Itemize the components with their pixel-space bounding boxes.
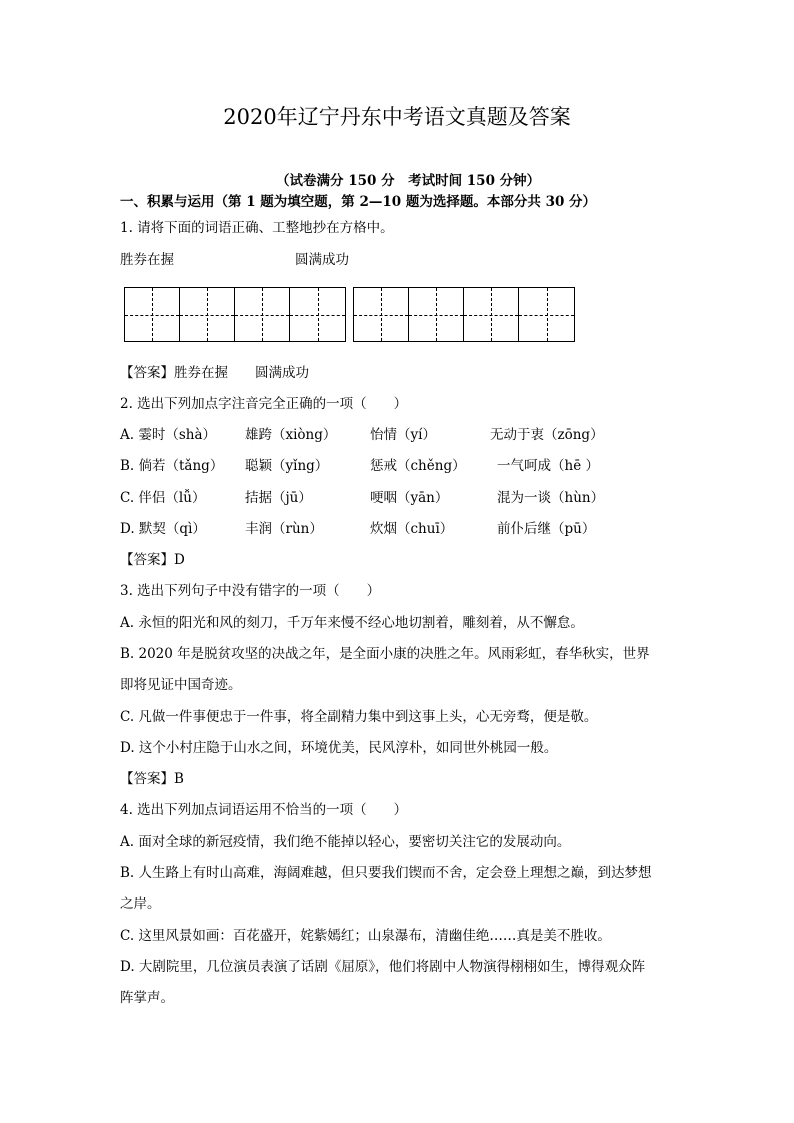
- writing-grid-1: [124, 287, 346, 342]
- answer-label: 【答案】: [120, 365, 174, 381]
- q3-answer: 【答案】B: [120, 771, 184, 787]
- q4-option-d-cont: 阵掌声。: [120, 990, 174, 1006]
- q2-option-c-4: 混为一谈（hùn）: [497, 490, 605, 506]
- question-3-stem: 3. 选出下列句子中没有错字的一项（ ）: [120, 583, 381, 599]
- q1-answer: [120, 364, 309, 382]
- q3-option-b-cont: 即将见证中国奇迹。: [120, 677, 242, 693]
- grid-cell: [180, 288, 235, 341]
- answer-text: 胜券在握 圆满成功: [174, 365, 309, 381]
- grid-cell: [409, 288, 464, 341]
- section-heading: 一、积累与运用（第 1 题为填空题，第 2—10 题为选择题。本部分共 30 分）: [120, 194, 597, 210]
- q2-option-c: C. 伴侣（lǚ）: [120, 490, 206, 506]
- q3-option-a: A. 永恒的阳光和风的刻刀，千万年来慢不经心地切割着，雕刻着，从不懈怠。: [120, 615, 584, 631]
- q2-option-a-4: 无动于衷（zōng）: [490, 427, 604, 443]
- grid-cell: [125, 288, 180, 341]
- exam-info: （试卷满分 150 分 考试时间 150 分钟）: [276, 173, 541, 189]
- q2-option-d-3: 炊烟（chuī）: [370, 521, 454, 537]
- q4-option-a: A. 面对全球的新冠疫情，我们绝不能掉以轻心，要密切关注它的发展动向。: [120, 834, 571, 850]
- page-title: 2020年辽宁丹东中考语文真题及答案: [223, 105, 571, 129]
- q1-word-1: 胜券在握: [120, 252, 174, 268]
- q4-option-c: C. 这里风景如画：百花盛开，姹紫嫣红；山泉瀑布，清幽佳绝……真是美不胜收。: [120, 928, 611, 944]
- q2-option-b-2: 聪颖（yǐng）: [245, 458, 329, 474]
- q2-option-d-2: 丰润（rùn）: [245, 521, 323, 537]
- question-1-stem: 1. 请将下面的词语正确、工整地抄在方格中。: [120, 220, 394, 236]
- grid-cell: [290, 288, 345, 341]
- q4-option-d: D. 大剧院里，几位演员表演了话剧《屈原》，他们将剧中人物演得栩栩如生，博得观众阵: [120, 959, 646, 975]
- q2-option-c-3: 哽咽（yān）: [370, 490, 449, 506]
- grid-cell: [354, 288, 409, 341]
- q3-option-c: C. 凡做一件事便忠于一件事，将全副精力集中到这事上头，心无旁骛，便是敬。: [120, 709, 598, 725]
- q4-option-b-cont: 之岸。: [120, 896, 161, 912]
- grid-cell: [464, 288, 519, 341]
- q2-option-d: D. 默契（qì）: [120, 521, 206, 537]
- q2-option-a-3: 怡情（yí）: [370, 427, 436, 443]
- q2-answer: 【答案】D: [120, 552, 185, 568]
- q2-option-a: A. 霎时（shà）: [120, 427, 217, 443]
- grid-cell: [519, 288, 574, 341]
- q4-option-b: B. 人生路上有时山高难，海阔难越，但只要我们锲而不舍，定会登上理想之巅，到达梦想: [120, 865, 652, 881]
- writing-grid-2: [353, 287, 575, 342]
- grid-cell: [235, 288, 290, 341]
- q2-option-d-4: 前仆后继（pū）: [497, 521, 596, 537]
- q2-option-a-2: 雄跨（xiòng）: [245, 427, 337, 443]
- q2-option-c-2: 拮据（jū）: [245, 490, 312, 506]
- q3-option-d: D. 这个小村庄隐于山水之间，环境优美，民风淳朴，如同世外桃园一般。: [120, 740, 558, 756]
- q3-option-b: B. 2020 年是脱贫攻坚的决战之年，是全面小康的决胜之年。风雨彩虹，春华秋实，世界: [120, 646, 650, 662]
- question-4-stem: 4. 选出下列加点词语运用不恰当的一项（ ）: [120, 802, 408, 818]
- q2-option-b-3: 惩戒（chěng）: [370, 458, 466, 474]
- q2-option-b: B. 倘若（tǎng）: [120, 458, 224, 474]
- q2-option-b-4: 一气呵成（hē ）: [497, 458, 599, 474]
- q1-word-2: 圆满成功: [295, 252, 349, 268]
- question-2-stem: 2. 选出下列加点字注音完全正确的一项（ ）: [120, 396, 408, 412]
